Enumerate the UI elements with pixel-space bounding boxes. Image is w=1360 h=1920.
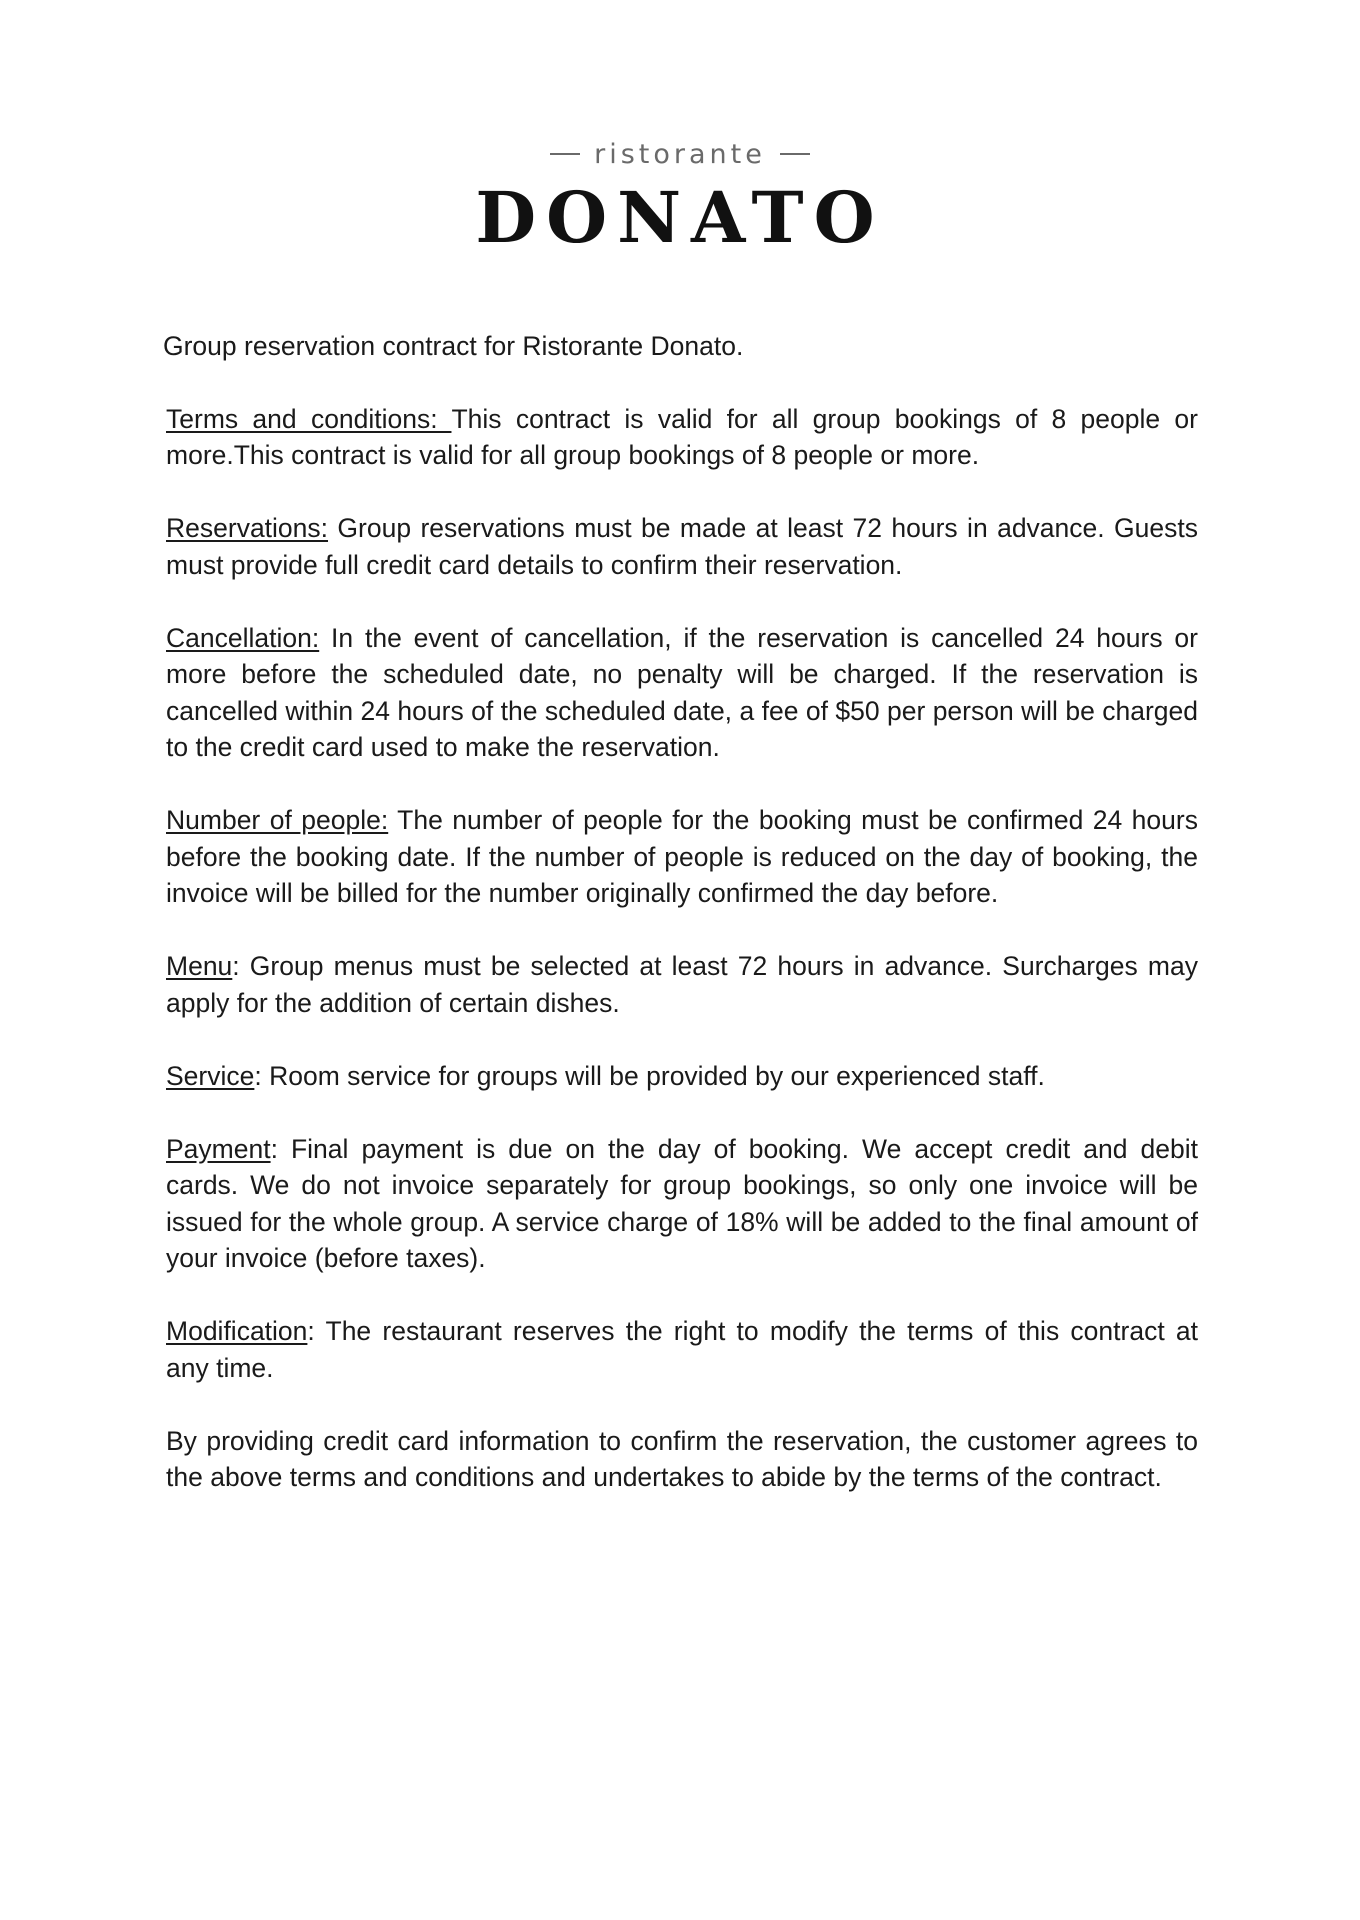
section-number-of-people-label: Number of people: — [166, 805, 389, 835]
section-modification — [166, 1313, 1198, 1386]
section-menu-text: : Group menus must be selected at least 72 hours in advance. Surcharges may apply for the addition of certain dishes. — [166, 951, 1198, 1018]
section-menu-label: Menu — [166, 951, 233, 981]
section-cancellation — [166, 620, 1198, 766]
logo-subtitle: ristorante — [594, 138, 766, 170]
section-reservations — [166, 510, 1198, 583]
section-menu — [166, 948, 1198, 1021]
logo-name: DONATO — [475, 176, 885, 259]
section-cancellation-label: Cancellation: — [166, 622, 320, 653]
section-number-of-people — [166, 802, 1198, 912]
logo-right-dash — [780, 153, 810, 155]
logo-left-dash — [550, 153, 580, 155]
section-modification-text: : The restaurant reserves the right to modify the terms of this contract at any time. — [166, 1316, 1198, 1383]
section-service — [166, 1058, 1198, 1095]
section-service-label: Service — [166, 1060, 255, 1091]
section-payment — [166, 1131, 1198, 1277]
section-cancellation-text: In the event of cancellation, if the reservation is cancelled 24 hours or more before the scheduled date, no penalty will be charged. If the reservation is cancelled within 24 hours of the scheduled date, a fee of $50 per person will be charged to the credit card used to make the reservation. — [166, 622, 1198, 762]
contract-body — [163, 328, 1198, 1496]
section-payment-text: : Final payment is due on the day of booking. We accept credit and debit cards. We do not invoice separately for group bookings, so only one invoice will be issued for the whole group. A service charge of 18% will be added to the final amount of your invoice (before taxes). — [166, 1133, 1198, 1273]
section-reservations-label: Reservations: — [166, 513, 329, 543]
logo-subtitle-row — [0, 136, 1360, 172]
restaurant-logo — [0, 136, 1360, 260]
section-reservations-text: Group reservations must be made at least 72 hours in advance. Guests must provide full credit card details to confirm their reservation. — [166, 513, 1198, 580]
section-modification-label: Modification — [166, 1316, 308, 1346]
section-payment-label: Payment — [166, 1133, 271, 1164]
section-service-text: : Room service for groups will be provided by our experienced staff. — [254, 1060, 1045, 1091]
contract-closing: By providing credit card information to confirm the reservation, the customer agrees to the above terms and conditions and undertakes to abide by the terms of the contract. — [166, 1425, 1198, 1492]
section-number-of-people-text: The number of people for the booking must be confirmed 24 hours before the booking date. If the number of people is reduced on the day of booking, the invoice will be billed for the number originally confirmed the day before. — [166, 805, 1198, 908]
section-terms — [166, 401, 1198, 474]
section-terms-label: Terms and conditions: — [166, 403, 452, 434]
contract-intro: Group reservation contract for Ristorante Donato. — [163, 331, 744, 361]
section-terms-text: This contract is valid for all group bookings of 8 people or more.This contract is valid for all group bookings of 8 people or more. — [166, 403, 1198, 470]
